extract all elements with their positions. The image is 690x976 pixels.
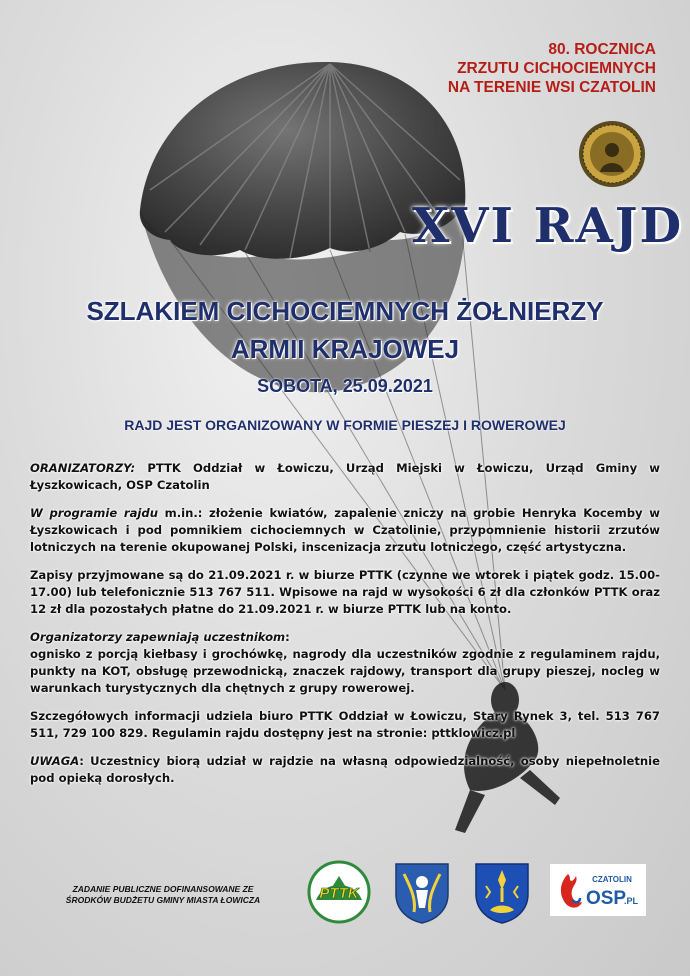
- organizers-text: PTTK Oddział w Łowiczu, Urząd Miejski w Łowiczu, Urząd Gminy w Łyszkowicach, OSP Czatolin: [30, 461, 660, 492]
- warning-paragraph: [30, 753, 660, 787]
- anniversary-line-3: NA TERENIE WSI CZATOLIN: [447, 79, 656, 96]
- anniversary-line-2: ZRZUTU CICHOCIEMNYCH: [457, 60, 656, 77]
- registration-paragraph: Zapisy przyjmowane są do 21.09.2021 r. w biurze PTTK (czynne we wtorek i piątek godz. 15.00-17.00) lub telefonicznie 513 767 511. Wpisowe na rajd w wysokości 6 zł dla członków PTTK oraz 12 zł dla pozostałych płatne do 21.09.2021 r. w biurze PTTK lub na konto.: [30, 568, 660, 616]
- event-form: RAJD JEST ORGANIZOWANY W FORMIE PIESZEJ I ROWEROWEJ: [124, 417, 566, 433]
- anniversary-heading: [448, 40, 656, 97]
- osp-logo-main-text: OSP: [585, 888, 627, 909]
- body-text: [30, 460, 660, 798]
- provides-text: ognisko z porcją kiełbasy i grochówkę, nagrody dla uczestników zgodnie z regulaminem rajdu, punkty na KOT, obsługę przewodnicką, znaczek rajdowy, transport dla grupy pieszej, nocleg w warunkach turystycznych dla chętnych z grupy rowerowej.: [30, 647, 660, 695]
- osp-logo-suffix-text: .PL: [623, 896, 639, 906]
- provides-label: Organizatorzy zapewniają uczestnikom: [30, 630, 286, 644]
- funding-line-2: ŚRODKÓW BUDŻETU GMINY MIASTA ŁOWICZA: [65, 895, 261, 905]
- provides-paragraph: [30, 629, 660, 697]
- lowicz-coat-of-arms: [392, 860, 452, 924]
- funding-note: [38, 884, 288, 906]
- anniversary-line-1: 80. ROCZNICA: [548, 41, 656, 58]
- program-paragraph: [30, 505, 660, 556]
- event-headline-line-1: SZLAKIEM CICHOCIEMNYCH ŻOŁNIERZY: [86, 296, 604, 326]
- info-paragraph: Szczegółowych informacji udziela biuro PTTK Oddział w Łowiczu, Stary Rynek 3, tel. 513 767 511, 729 100 829. Regulamin rajdu dostępny jest na stronie: pttklowicz.pl: [30, 709, 660, 740]
- organizers-paragraph: [30, 460, 660, 494]
- program-text: m.in.: złożenie kwiatów, zapalenie zniczy na grobie Henryka Kocemby w Łyszkowicach i pod pomnikiem cichociemnych w Czatolinie, przypomnienie historii zrzutów lotniczych na terenie okupowanej Polski, inscenizacja zrzutu lotniczego, część artystyczna.: [30, 506, 660, 554]
- osp-logo-top-text: CZATOLIN: [592, 875, 632, 884]
- funding-line-1: ZADANIE PUBLICZNE DOFINANSOWANE ZE: [72, 884, 254, 894]
- organizers-label: ORANIZATORZY:: [30, 461, 136, 475]
- warning-label: UWAGA: [30, 754, 80, 768]
- osp-czatolin-logo: [550, 860, 646, 920]
- sponsor-logos: [304, 860, 664, 924]
- program-label: W programie rajdu: [30, 506, 158, 520]
- warning-text: : Uczestnicy biorą udział w rajdzie na własną odpowiedzialność, osoby niepełnoletnie pod opieką dorosłych.: [30, 754, 660, 785]
- pttk-logo: [304, 860, 374, 924]
- paratrooper-badge: [578, 120, 646, 188]
- provides-colon: :: [285, 630, 290, 644]
- event-headline-line-2: ARMII KRAJOWEJ: [230, 334, 460, 364]
- gmina-coat-of-arms: [472, 860, 532, 924]
- pttk-logo-text: PTTK: [319, 885, 359, 902]
- event-date: SOBOTA, 25.09.2021: [257, 376, 433, 396]
- event-title: XVI RAJD: [412, 198, 684, 254]
